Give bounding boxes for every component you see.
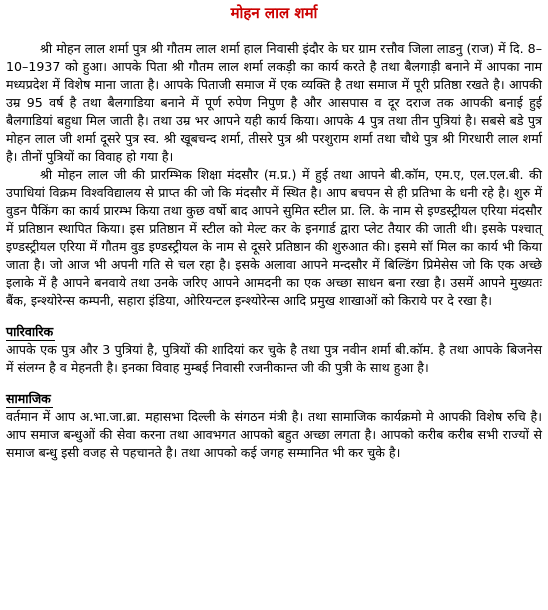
intro-paragraph-1: श्री मोहन लाल शर्मा पुत्र श्री गौतम लाल शर्मा हाल निवासी इंदौर के घर ग्राम रत्तौव जिला लाडनु (राज) में दि. 8–10–1937 को हुआ। आपके पिता श्री गौतम लाल शर्मा लकड़ी का कार्य करते है तथा बैलगाड़ी बनाने में आपका नाम मध्यप्रदेश में विशेष माना जाता है। आपके पिताजी समाज में एक व्यक्ति है तथा समाज में पूरी प्रतिष्ठा रखते है। आपकी उम्र 95 वर्ष है तथा बैलगाडिया बनाने में पूर्ण रुपेण निपुण है और आसपास व दूर दराज तक आपकी बनाई हुई बैलगाडियां बहुधा मिल जाती है। तथा उम्र भर आपने यही कार्य किया। आपके 4 पुत्र तथा तीन पुत्रियां है। सबसे बडे पुत्र मोहन लाल जी शर्मा दूसरे पुत्र स्व. श्री खूबचन्द शर्मा, तीसरे पुत्र श्री परशुराम शर्मा तथा चौथे पुत्र श्री गिरधारी लाल शर्मा है। तीनों पुत्रियों का विवाह हो गया है। (6, 41, 542, 164)
biography-page (0, 4, 548, 610)
page-title: मोहन लाल शर्मा (230, 4, 318, 22)
family-section-text: आपके एक पुत्र और 3 पुत्रियां है, पुत्रियों की शादियां कर चुके है तथा पुत्र नवीन शर्मा बी.कॉम. है तथा आपके बिजनेस में संलग्न है व मेहनती है। इनका विवाह मुम्बई निवासी रजनीकान्त जी की पुत्री के साथ हुआ है। (6, 342, 542, 375)
social-section-text: वर्तमान में आप अ.भा.जा.ब्रा. महासभा दिल्ली के संगठन मंत्री है। तथा सामाजिक कार्यक्रमो मे आपकी विशेष रुचि है। आप समाज बन्धुओं की सेवा करना तथा आवभगत आपको बहुत अच्छा लगता है। आपको करीब करीब सभी राज्यों से समाज बन्धु इसी वजह से पहचानते है। तथा आपको कई जगह सम्मानित भी कर चुके है। (6, 409, 542, 460)
social-section-heading: सामाजिक (6, 391, 51, 406)
family-section-heading: पारिवारिक (6, 324, 54, 339)
intro-paragraph-2: श्री मोहन लाल जी की प्रारम्भिक शिक्षा मंदसौर (म.प्र.) में हुई तथा आपने बी.कॉम, एम.ए, एल.एल.बी. की उपाधियां विक्रम विश्वविद्यालय से प्राप्त की जो कि मंदसौर में स्थित है। आप बचपन से ही प्रतिभा के धनी रहे है। शुरु में वुडन पैकिंग का कार्य प्रारम्भ किया तथा कुछ वर्षो बाद आपने सुमित स्टील प्रा. लि. के नाम से इण्डस्ट्रीयल एरिया मंदसौर में प्रतिष्ठान स्थापित किया। इस प्रतिष्ठान में स्टील को मेल्ट कर के इनगार्ड द्वारा प्लेट तैयार की जाती थी। इसके पश्चात् इण्डस्ट्रीयल एरिया में गौतम वुड इण्डस्ट्रीयल के नाम से दूसरे प्रतिष्ठान की शुरुआत की। इसमे सॉ मिल का कार्य भी किया जाता है। जो आज भी अपनी गति से चल रहा है। इसके अलावा आपने मन्दसौर में बिल्डिंग प्रिमेसेस जो कि एक अच्छे इलाके में है आपने बनवाये तथा उनके जरिए आपने आमदनी का एक अच्छा साधन बना रखा है। उसमें आपने मुख्यतः बैंक, इन्श्योरेन्स कम्पनी, सहारा इंडिया, ओरियन्टल इन्श्योरेन्स आदि प्रमुख शाखाओं को किराये पर दे रखा है। (6, 167, 542, 308)
